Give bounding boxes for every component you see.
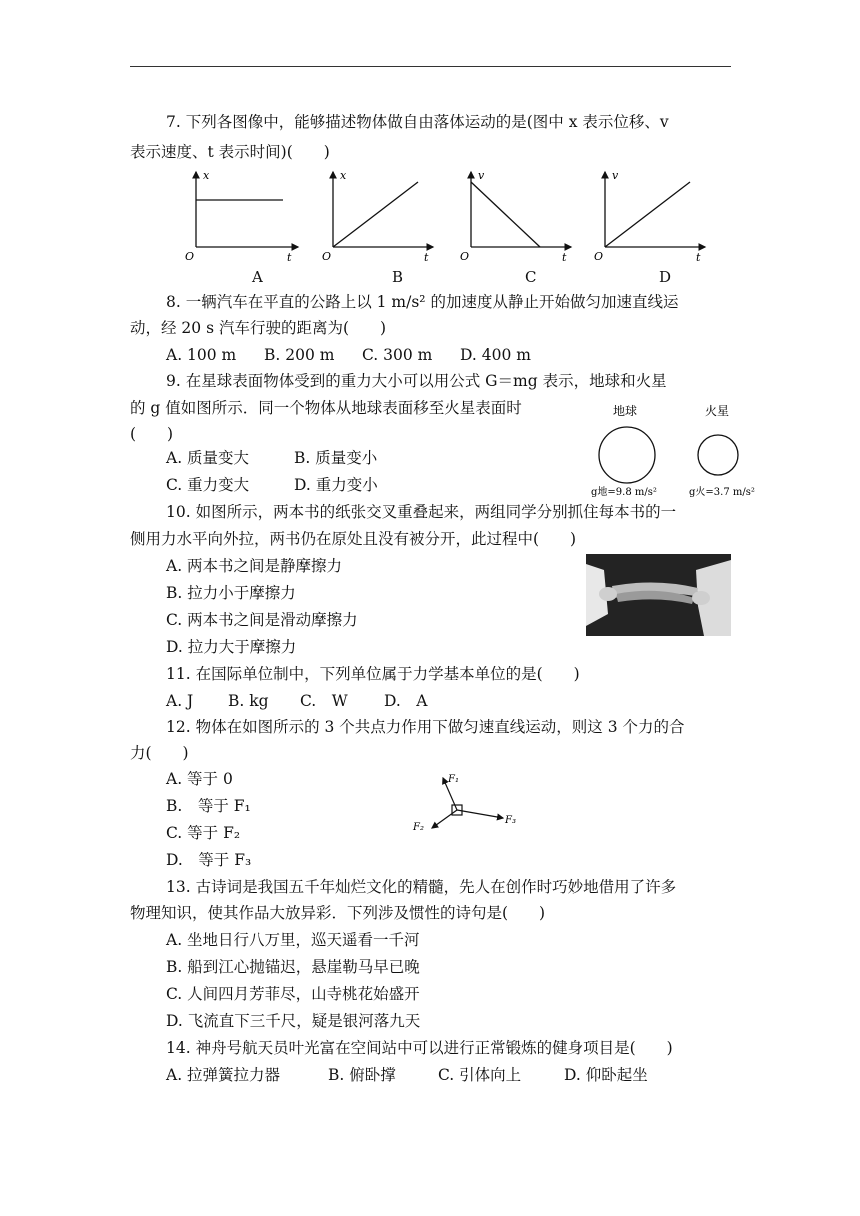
force-f3-arrow [457, 810, 503, 818]
graph-b-xlabel: t [424, 251, 429, 264]
q11-option-a: A. J [166, 692, 194, 710]
force-f2-label: F₂ [413, 822, 424, 833]
graph-d-label: D [659, 268, 672, 286]
q7-stem-line2: 表示速度、t 表示时间)( ) [130, 143, 330, 161]
q12-option-c: C. 等于 F₂ [166, 824, 241, 842]
q14-option-c: C. 引体向上 [438, 1066, 522, 1084]
graph-a-label: A [252, 268, 263, 286]
q13-option-d: D. 飞流直下三千尺，疑是银河落九天 [166, 1012, 421, 1030]
q8-option-a: A. 100 m [166, 346, 237, 364]
q9-stem-line2: 的 g 值如图所示．同一个物体从地球表面移至火星表面时 [130, 399, 522, 417]
q11-option-d: D. A [384, 692, 428, 710]
graph-b [322, 169, 433, 264]
q8-options [166, 345, 531, 365]
mars-circle [698, 435, 738, 475]
header-rule [130, 66, 731, 67]
graph-b-ylabel: x [340, 169, 347, 182]
graph-c-ylabel: v [478, 169, 485, 182]
force-f1-label: F₁ [448, 774, 459, 785]
q13-option-c: C. 人间四月芳菲尽，山寺桃花始盛开 [166, 985, 420, 1003]
force-f2-arrow [432, 810, 457, 828]
graph-d-ylabel: v [612, 169, 619, 182]
q9-stem-line3: ( ) [130, 425, 174, 443]
q9-option-c: C. 重力变大 [166, 476, 250, 494]
q9-options-row1 [166, 448, 377, 468]
q9-option-a: A. 质量变大 [166, 449, 250, 467]
q10-option-d: D. 拉力大于摩擦力 [166, 638, 297, 656]
q14-options [166, 1065, 648, 1085]
graph-b-label: B [392, 268, 404, 286]
q10-option-a: A. 两本书之间是静摩擦力 [166, 557, 343, 575]
graph-c-label: C [525, 268, 537, 286]
q13-stem-line2: 物理知识，使其作品大放异彩．下列涉及惯性的诗句是( ) [130, 904, 546, 922]
q10-stem-line1: 10. 如图所示，两本书的纸张交叉重叠起来，两组同学分别抓住每本书的一 [166, 503, 677, 521]
q12-stem-line1: 12. 物体在如图所示的 3 个共点力作用下做匀速直线运动，则这 3 个力的合 [166, 718, 685, 736]
graph-d-origin: O [594, 250, 604, 263]
earth-circle [599, 427, 655, 483]
graph-d-xlabel: t [696, 251, 701, 264]
q12-option-a: A. 等于 0 [166, 770, 233, 788]
q12-stem-line2: 力( ) [130, 744, 189, 762]
q10-option-c: C. 两本书之间是滑动摩擦力 [166, 611, 358, 629]
q12-force-diagram [408, 770, 528, 840]
q8-option-d: D. 400 m [460, 346, 531, 364]
q9-options-row2 [166, 475, 378, 495]
q7-graphs [0, 164, 860, 304]
q14-stem: 14. 神舟号航天员叶光富在空间站中可以进行正常锻炼的健身项目是( ) [166, 1039, 673, 1057]
graph-c-origin: O [460, 250, 470, 263]
graph-d-line [605, 182, 690, 247]
mars-label: 火星 [705, 404, 730, 418]
q14-option-d: D. 仰卧起坐 [564, 1066, 648, 1084]
q11-option-c: C. W [300, 692, 348, 710]
graph-c-xlabel: t [562, 251, 567, 264]
earth-label: 地球 [613, 404, 638, 418]
graph-a-origin: O [185, 250, 195, 263]
q12-option-d: D. 等于 F₃ [166, 851, 252, 869]
q12-option-b: B. 等于 F₁ [166, 797, 251, 815]
graph-a [185, 169, 298, 264]
q8-stem-line1: 8. 一辆汽车在平直的公路上以 1 m/s² 的加速度从静止开始做匀加速直线运 [166, 293, 679, 311]
q11-options [166, 691, 428, 711]
q8-option-b: B. 200 m [264, 346, 335, 364]
q9-option-d: D. 重力变小 [294, 476, 378, 494]
q10-stem-line2: 侧用力水平向外拉，两书仍在原处且没有被分开，此过程中( ) [130, 530, 577, 548]
q9-option-b: B. 质量变小 [294, 449, 378, 467]
graph-b-origin: O [322, 250, 332, 263]
q11-option-b: B. kg [228, 692, 269, 710]
graph-c-line [471, 182, 540, 247]
earth-g-label: g地=9.8 m/s² [591, 487, 657, 498]
q8-stem-line2: 动，经 20 s 汽车行驶的距离为( ) [130, 319, 387, 337]
q14-option-b: B. 俯卧撑 [328, 1066, 396, 1084]
q10-option-b: B. 拉力小于摩擦力 [166, 584, 296, 602]
graph-a-ylabel: x [203, 169, 210, 182]
graph-d [594, 169, 705, 264]
graph-a-xlabel: t [287, 251, 292, 264]
q7-stem-line1: 7. 下列各图像中，能够描述物体做自由落体运动的是(图中 x 表示位移、v [166, 113, 669, 131]
q13-option-b: B. 船到江心抛锚迟，悬崖勒马早已晚 [166, 958, 420, 976]
q11-stem: 11. 在国际单位制中，下列单位属于力学基本单位的是( ) [166, 665, 580, 683]
q14-option-a: A. 拉弹簧拉力器 [166, 1066, 281, 1084]
books-photo [586, 554, 731, 636]
q9-planet-figure [585, 398, 765, 503]
q9-stem-line1: 9. 在星球表面物体受到的重力大小可以用公式 G＝mg 表示，地球和火星 [166, 372, 667, 390]
graph-c [460, 169, 571, 264]
force-f3-label: F₃ [505, 815, 516, 826]
q13-stem-line1: 13. 古诗词是我国五千年灿烂文化的精髓，先人在创作时巧妙地借用了许多 [166, 878, 677, 896]
q8-option-c: C. 300 m [362, 346, 433, 364]
q13-option-a: A. 坐地日行八万里，巡天遥看一千河 [166, 931, 420, 949]
mars-g-label: g火=3.7 m/s² [689, 487, 755, 498]
graph-b-line [333, 182, 418, 247]
